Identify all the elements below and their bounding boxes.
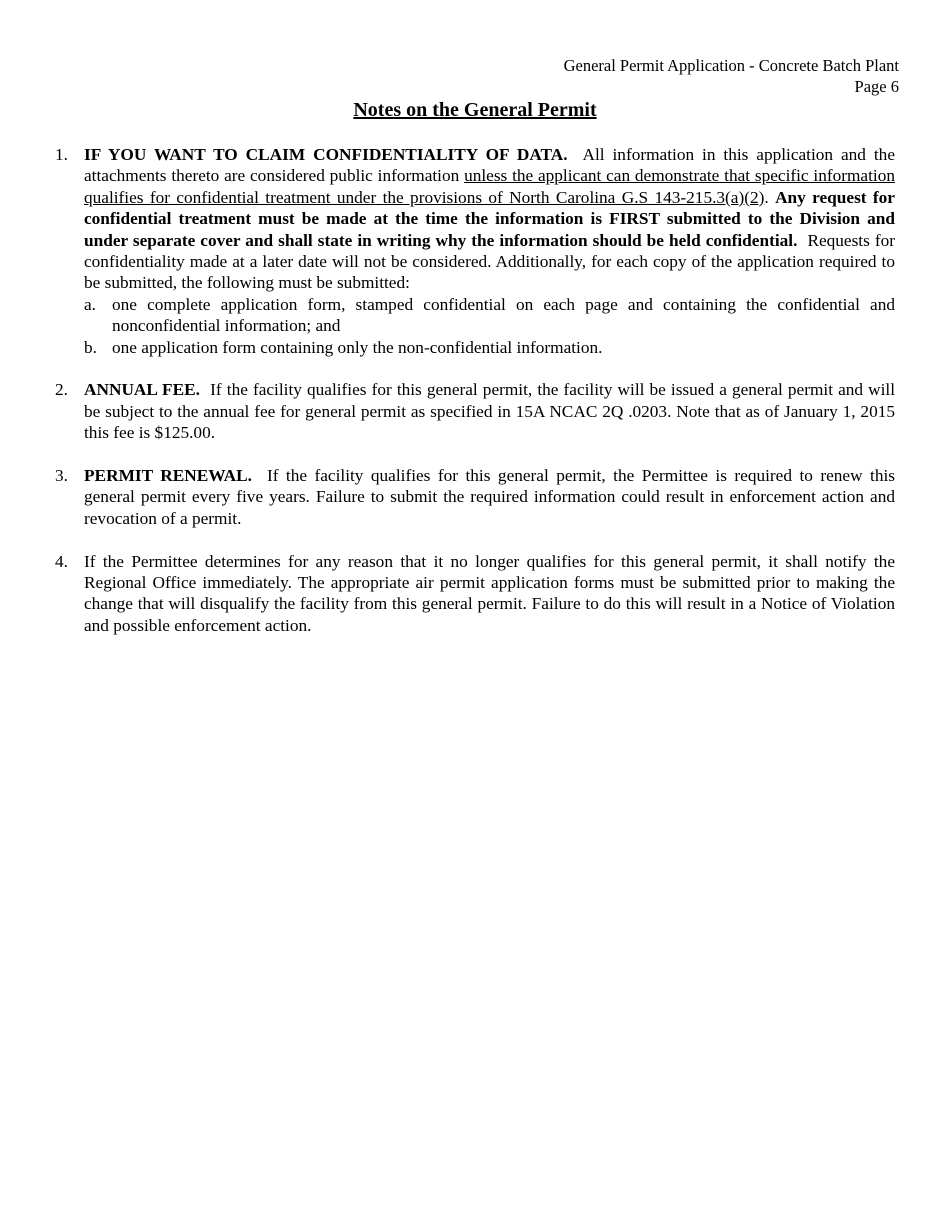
note-item-4 [55, 551, 895, 637]
note-heading: ANNUAL FEE. [84, 380, 200, 400]
note-number: 4. [55, 551, 68, 571]
subitem-text: one application form containing only the non-confidential information. [112, 337, 603, 357]
note-subitem-b [84, 337, 895, 358]
note-heading: IF YOU WANT TO CLAIM CONFIDENTIALITY OF DATA. [84, 145, 568, 164]
note-number: 3. [55, 466, 68, 486]
subitem-letter: b. [84, 337, 97, 357]
note-item-1 [55, 144, 895, 358]
note-item-2 [55, 379, 895, 443]
note-body [84, 465, 895, 529]
note-text: If the facility qualifies for this general permit, the facility will be issued a general permit and will be subject to the annual fee for general permit as specified in 15A NCAC 2Q .0203. Note that as of January 1, 2015 this fee is $125.00. [84, 380, 895, 443]
note-heading: PERMIT RENEWAL. [84, 466, 252, 486]
page-title: Notes on the General Permit [353, 99, 597, 121]
note-text-period: . [764, 187, 769, 207]
note-number: 1. [55, 145, 68, 164]
notes-list [55, 144, 895, 636]
note-body [84, 551, 895, 637]
note-number: 2. [55, 380, 68, 400]
note-bold-requirement: Any request for confidential treatment must be made at the time the information is FIRST submitted to the Division and under separate cover and shall state in writing why the information should be held confidential. [84, 187, 895, 250]
note-item-3 [55, 465, 895, 529]
subitem-letter: a. [84, 294, 96, 314]
note-body [84, 144, 895, 358]
note-body [84, 379, 895, 443]
page-header [564, 55, 899, 97]
subitem-text: one complete application form, stamped confidential on each page and containing the confidential and nonconfidential information; and [112, 294, 895, 336]
note-subitem-a [84, 294, 895, 337]
note-text: All information in this application and the attachments thereto are considered public information [84, 145, 895, 186]
header-document-title: General Permit Application - Concrete Batch Plant [563, 56, 899, 75]
note-text: Requests for confidentiality made at a later date will not be considered. Additionally, for each copy of the application required to be submitted, the following must be submitted: [84, 230, 896, 293]
note-text: If the Permittee determines for any reason that it no longer qualifies for this general permit, it shall notify the Regional Office immediately. The appropriate air permit application forms must be submitted prior to making the change that will disqualify the facility from this general permit. Failure to do this will result in a Notice of Violation and possible enforcement action. [84, 551, 895, 635]
note-underlined-text: unless the applicant can demonstrate that specific information qualifies for confidential treatment under the provisions of North Carolina G.S 143-215.3(a)(2) [84, 166, 895, 207]
note-text: If the facility qualifies for this general permit, the Permittee is required to renew this general permit every five years. Failure to submit the required information could result in enforcement action and revocation of a permit. [84, 466, 896, 528]
header-page-number: Page 6 [854, 77, 899, 96]
